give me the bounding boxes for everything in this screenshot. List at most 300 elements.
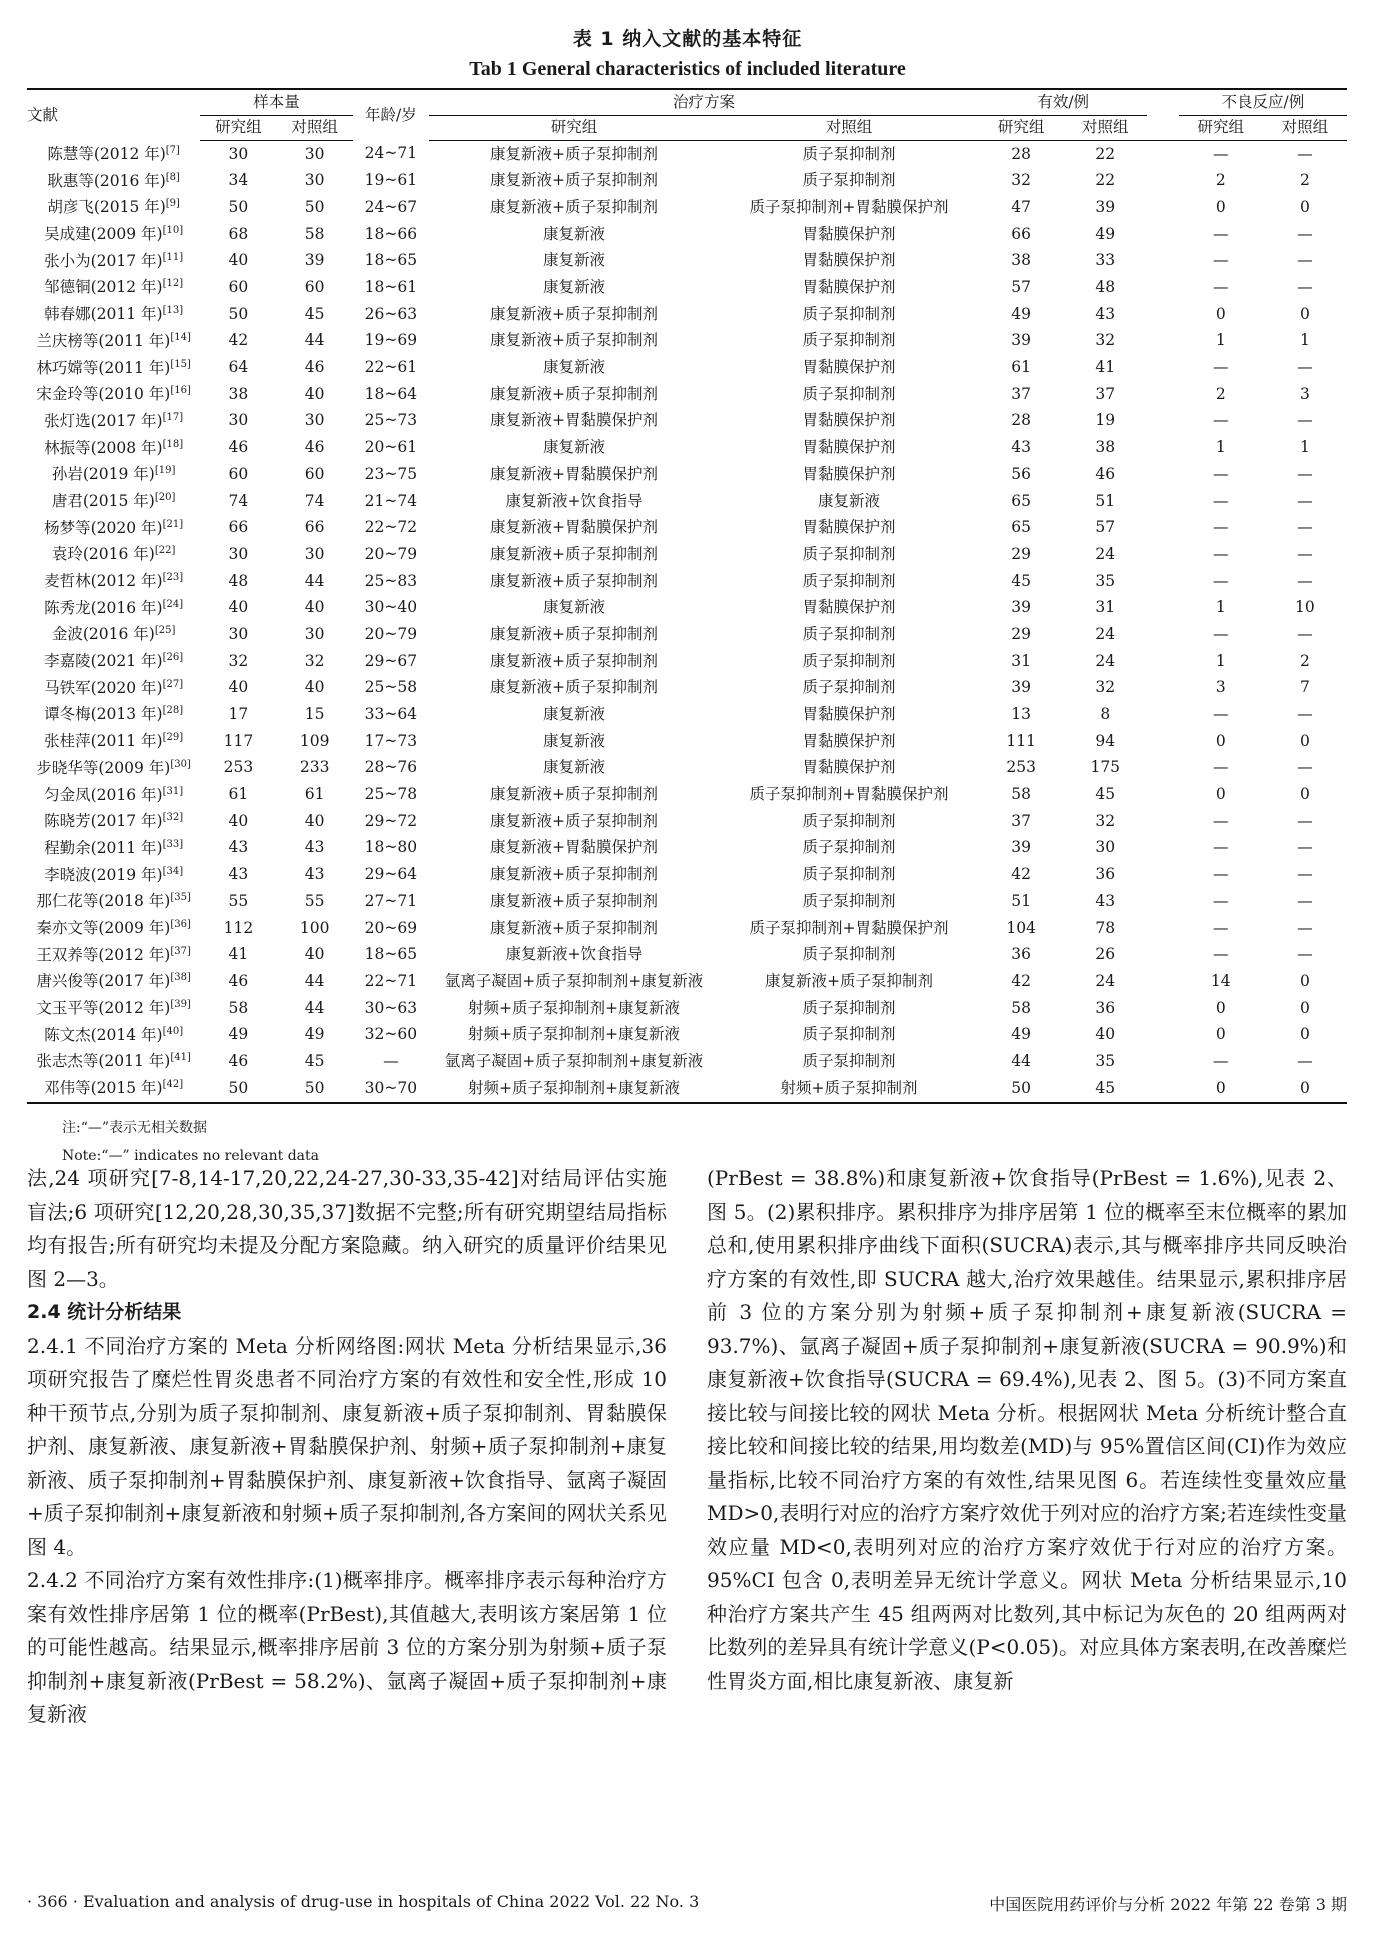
- citation-number: [14]: [170, 331, 191, 343]
- cell-age: 27~71: [364, 891, 418, 910]
- cell-sample-control: 30: [304, 544, 325, 563]
- cell-age: 19~61: [364, 171, 418, 190]
- cell-adverse-study: 2: [1215, 171, 1226, 190]
- cell-efficacy-control: 43: [1095, 304, 1116, 323]
- cell-efficacy-study: 39: [1011, 598, 1032, 617]
- cell-adverse-study: —: [1213, 758, 1229, 777]
- cell-sample-control: 45: [304, 1051, 325, 1070]
- cell-adverse-study: 1: [1215, 598, 1226, 617]
- cell-adverse-control: —: [1297, 518, 1313, 537]
- cell-sample-control: 40: [304, 598, 325, 617]
- cell-efficacy-control: 37: [1095, 384, 1116, 403]
- cell-sample-study: 61: [228, 785, 249, 804]
- table-row: [27, 968, 1347, 995]
- reference-text: 张志杰等(2011 年): [36, 1052, 171, 1071]
- cell-reference: [27, 995, 200, 1022]
- cell-spacer: [1147, 995, 1178, 1022]
- cell-sample-study: 48: [228, 571, 249, 590]
- cell-spacer: [1147, 408, 1178, 435]
- table-row: [27, 568, 1347, 595]
- cell-adverse-study: —: [1213, 251, 1229, 270]
- cell-efficacy-study: 253: [1006, 758, 1036, 777]
- cell-treatment-study: 康复新液+质子泵抑制剂: [489, 651, 658, 670]
- cell-sample-control: 74: [304, 491, 325, 510]
- table-row: [27, 728, 1347, 755]
- reference-text: 唐君(2015 年): [51, 492, 155, 511]
- cell-spacer: [1147, 648, 1178, 675]
- cell-efficacy-study: 61: [1011, 358, 1032, 377]
- cell-adverse-study: 1: [1215, 331, 1226, 350]
- cell-spacer: [1147, 274, 1178, 301]
- cell-sample-control: 30: [304, 144, 325, 163]
- cell-sample-study: 17: [228, 705, 249, 724]
- cell-sample-control: 60: [304, 278, 325, 297]
- cell-reference: [27, 968, 200, 995]
- table-row: [27, 328, 1347, 355]
- table-row: [27, 248, 1347, 275]
- reference-text: 宋金玲等(2010 年): [36, 385, 171, 404]
- cell-age: 22~72: [364, 518, 418, 537]
- cell-reference: [27, 942, 200, 969]
- cell-spacer: [1147, 221, 1178, 248]
- cell-treatment-study: 康复新液+饮食指导: [505, 491, 643, 510]
- cell-treatment-control: 质子泵抑制剂: [802, 651, 896, 670]
- cell-efficacy-study: 39: [1011, 331, 1032, 350]
- cell-efficacy-control: 38: [1095, 438, 1116, 457]
- cell-adverse-control: 0: [1299, 785, 1310, 804]
- cell-reference: [27, 194, 200, 221]
- cell-age: 24~71: [364, 144, 418, 163]
- cell-treatment-control: 胃黏膜保护剂: [802, 251, 896, 270]
- cell-efficacy-study: 51: [1011, 891, 1032, 910]
- cell-age: 18~65: [364, 945, 418, 964]
- citation-number: [11]: [162, 251, 184, 263]
- cell-adverse-control: —: [1297, 1051, 1313, 1070]
- cell-treatment-control: 质子泵抑制剂: [802, 891, 896, 910]
- reference-text: 麦哲林(2012 年): [44, 572, 163, 591]
- cell-reference: [27, 541, 200, 568]
- cell-age: 26~63: [364, 304, 418, 323]
- cell-reference: [27, 648, 200, 675]
- table-row: [27, 755, 1347, 782]
- cell-treatment-study: 康复新液+质子泵抑制剂: [489, 171, 658, 190]
- reference-text: 林振等(2008 年): [44, 438, 163, 457]
- cell-adverse-study: —: [1213, 544, 1229, 563]
- cell-sample-control: 39: [304, 251, 325, 270]
- cell-treatment-study: 康复新液+饮食指导: [505, 945, 643, 964]
- cell-treatment-study: 康复新液: [542, 598, 605, 617]
- cell-treatment-study: 康复新液+质子泵抑制剂: [489, 785, 658, 804]
- paragraph-2-4-2: 2.4.2 不同治疗方案有效性排序:(1)概率排序。概率排序表示每种治疗方案有效性排序居第 1 位的概率(PrBest),其值越大,表明该方案居第 1 位的可能性越高。结果显示,概率排序居前 3 位的方案分别为射频+质子泵抑制剂+康复新液(PrBest = 58.2%)、氩离子凝固+质子泵抑制剂+康复新液: [27, 1568, 667, 1726]
- cell-spacer: [1147, 328, 1178, 355]
- cell-treatment-study: 氩离子凝固+质子泵抑制剂+康复新液: [444, 1051, 704, 1070]
- cell-sample-study: 40: [228, 251, 249, 270]
- reference-text: 李晓波(2019 年): [44, 865, 163, 884]
- cell-adverse-control: 10: [1295, 598, 1315, 617]
- cell-sample-control: 46: [304, 358, 325, 377]
- cell-efficacy-control: 94: [1095, 731, 1116, 750]
- cell-treatment-control: 质子泵抑制剂: [802, 865, 896, 884]
- cell-treatment-study: 康复新液+质子泵抑制剂: [489, 918, 658, 937]
- citation-number: [15]: [170, 358, 191, 370]
- cell-age: 22~61: [364, 358, 418, 377]
- cell-efficacy-study: 13: [1011, 705, 1032, 724]
- cell-efficacy-control: 78: [1095, 918, 1116, 937]
- citation-number: [8]: [165, 171, 180, 183]
- cell-spacer: [1147, 355, 1178, 382]
- table-row: [27, 648, 1347, 675]
- cell-treatment-control: 质子泵抑制剂+胃黏膜保护剂: [749, 918, 949, 937]
- cell-sample-study: 60: [228, 464, 249, 483]
- table-row: [27, 701, 1347, 728]
- cell-treatment-control: 胃黏膜保护剂: [802, 224, 896, 243]
- cell-adverse-study: 14: [1210, 971, 1231, 990]
- cell-treatment-control: 胃黏膜保护剂: [802, 731, 896, 750]
- citation-number: [25]: [154, 625, 176, 637]
- cell-treatment-control: 胃黏膜保护剂: [802, 411, 896, 430]
- cell-reference: [27, 568, 200, 595]
- cell-reference: [27, 248, 200, 275]
- cell-efficacy-control: 43: [1095, 891, 1116, 910]
- cell-efficacy-control: 36: [1095, 865, 1116, 884]
- cell-treatment-control: 胃黏膜保护剂: [802, 598, 896, 617]
- cell-treatment-study: 氩离子凝固+质子泵抑制剂+康复新液: [444, 971, 704, 990]
- cell-reference: [27, 1075, 200, 1103]
- cell-age: 32~60: [364, 1025, 418, 1044]
- cell-treatment-study: 康复新液: [542, 358, 605, 377]
- cell-spacer: [1147, 248, 1178, 275]
- paragraph-ranking: (PrBest = 38.8%)和康复新液+饮食指导(PrBest = 1.6%),见表 2、图 5。(2)累积排序。累积排序为排序居第 1 位的概率至末位概率的累加总和,使用累积排序曲线下面积(SUCRA)表示,其与概率排序共同反映治疗方案的有效性,即 SUCRA 越大,治疗效果越佳。结果显示,累积排序居前 3 位的方案分别为射频+质子泵抑制剂+康复新液(SUCRA = 93.7%)、氩离子凝固+质子泵抑制剂+康复新液(SUCRA = 90.9%)和康复新液+饮食指导(SUCRA = 69.4%),见表 2、图 5。(3)不同方案直接比较与间接比较的网状 Meta 分析。根据网状 Meta 分析统计整合直接比较和间接比较的结果,用均数差(MD)与 95%置信区间(CI)作为效应量指标,比较不同治疗方案的有效性,结果见图 6。若连续性变量效应量 MD>0,表明行对应的治疗方案疗效优于列对应的治疗方案;若连续性变量效应量 MD<0,表明列对应的治疗方案疗效优于行对应的治疗方案。95%CI 包含 0,表明差异无统计学意义。网状 Meta 分析结果显示,10 种治疗方案共产生 45 组两两对比数列,其中标记为灰色的 20 组两两对比数列的差异具有统计学意义(P<0.05)。对应具体方案表明,在改善糜烂性胃炎方面,相比康复新液、康复新: [707, 1166, 1347, 1693]
- citation-number: [39]: [170, 999, 191, 1011]
- cell-efficacy-control: 22: [1095, 144, 1116, 163]
- cell-sample-control: 50: [277, 1075, 353, 1103]
- cell-adverse-study: —: [1213, 491, 1229, 510]
- cell-efficacy-control: 32: [1095, 331, 1116, 350]
- citation-number: [19]: [154, 465, 176, 477]
- cell-efficacy-study: 104: [1006, 918, 1036, 937]
- cell-efficacy-control: 8: [1100, 705, 1111, 724]
- cell-adverse-control: 2: [1299, 171, 1310, 190]
- cell-sample-control: 32: [304, 651, 325, 670]
- cell-treatment-control: 胃黏膜保护剂: [802, 758, 896, 777]
- cell-adverse-study: —: [1213, 705, 1229, 724]
- cell-treatment-study: 康复新液+质子泵抑制剂: [489, 678, 658, 697]
- cell-efficacy-study: 66: [1011, 224, 1032, 243]
- cell-adverse-study: —: [1213, 571, 1229, 590]
- table-row: [27, 381, 1347, 408]
- cell-age: 28~76: [364, 758, 418, 777]
- cell-adverse-control: —: [1297, 144, 1313, 163]
- reference-text: 王双养等(2012 年): [36, 945, 171, 964]
- table-row: [27, 408, 1347, 435]
- cell-sample-study: 50: [228, 197, 249, 216]
- cell-adverse-study: —: [1213, 838, 1229, 857]
- cell-sample-study: 40: [228, 811, 249, 830]
- cell-treatment-study: 射频+质子泵抑制剂+康复新液: [467, 1025, 680, 1044]
- cell-reference: [27, 1048, 200, 1075]
- citation-number: [31]: [162, 785, 184, 797]
- cell-efficacy-control: 31: [1095, 598, 1116, 617]
- table-row: [27, 355, 1347, 382]
- paragraph-2-4-1: 2.4.1 不同治疗方案的 Meta 分析网络图:网状 Meta 分析结果显示,36 项研究报告了糜烂性胃炎患者不同治疗方案的有效性和安全性,形成 10 种干预节点,分别为质子泵抑制剂、康复新液+质子泵抑制剂、胃黏膜保护剂、康复新液、康复新液+胃黏膜保护剂、射频+质子泵抑制剂+康复新液、质子泵抑制剂+胃黏膜保护剂、康复新液+饮食指导、氩离子凝固+质子泵抑制剂+康复新液和射频+质子泵抑制剂,各方案间的网状关系见图 4。: [27, 1333, 667, 1559]
- citation-number: [27]: [162, 678, 184, 690]
- cell-adverse-control: 0: [1299, 971, 1310, 990]
- cell-treatment-study: 康复新液+质子泵抑制剂: [489, 544, 658, 563]
- cell-efficacy-study: 65: [1011, 491, 1032, 510]
- table-row: [27, 835, 1347, 862]
- cell-adverse-control: —: [1297, 811, 1313, 830]
- cell-efficacy-study: 49: [1011, 1025, 1032, 1044]
- cell-treatment-study: 射频+质子泵抑制剂+康复新液: [429, 1075, 719, 1103]
- cell-sample-control: 45: [304, 304, 325, 323]
- cell-treatment-study: 康复新液+质子泵抑制剂: [489, 865, 658, 884]
- cell-reference: [27, 168, 200, 195]
- reference-text: 邹德铜(2012 年): [44, 278, 163, 297]
- reference-text: 程勤余(2011 年): [44, 839, 163, 858]
- cell-treatment-study: 康复新液: [542, 705, 605, 724]
- cell-sample-control: 58: [304, 224, 325, 243]
- header-sample-control: 对照组: [277, 116, 353, 141]
- cell-treatment-control: 质子泵抑制剂: [802, 544, 896, 563]
- citation-number: [29]: [162, 732, 184, 744]
- cell-reference: [27, 595, 200, 622]
- cell-sample-control: 44: [304, 571, 325, 590]
- cell-treatment-control: 康复新液+质子泵抑制剂: [765, 971, 933, 990]
- cell-treatment-study: 康复新液: [542, 251, 605, 270]
- cell-treatment-study: 康复新液+质子泵抑制剂: [489, 144, 658, 163]
- cell-efficacy-control: 45: [1063, 1075, 1147, 1103]
- citation-number: [41]: [170, 1052, 191, 1064]
- cell-spacer: [1147, 1048, 1178, 1075]
- cell-treatment-control: 胃黏膜保护剂: [802, 705, 896, 724]
- cell-treatment-study: 射频+质子泵抑制剂+康复新液: [467, 998, 680, 1017]
- reference-text: 谭冬梅(2013 年): [44, 705, 163, 724]
- cell-treatment-control: 质子泵抑制剂: [802, 945, 896, 964]
- reference-text: 张小为(2017 年): [44, 251, 163, 270]
- cell-efficacy-control: 57: [1095, 518, 1116, 537]
- table-row: [27, 461, 1347, 488]
- cell-sample-study: 30: [228, 144, 249, 163]
- cell-age: 18~66: [364, 224, 418, 243]
- cell-treatment-study: 康复新液+质子泵抑制剂: [489, 624, 658, 643]
- cell-reference: [27, 915, 200, 942]
- cell-sample-control: 109: [299, 731, 330, 750]
- citation-number: [22]: [154, 545, 176, 557]
- cell-age: —: [383, 1051, 399, 1070]
- cell-efficacy-study: 58: [1011, 998, 1032, 1017]
- cell-spacer: [1147, 915, 1178, 942]
- cell-reference: [27, 221, 200, 248]
- cell-reference: [27, 728, 200, 755]
- cell-efficacy-control: 40: [1095, 1025, 1116, 1044]
- citation-number: [33]: [162, 838, 184, 850]
- cell-sample-control: 60: [304, 464, 325, 483]
- table-row: [27, 1022, 1347, 1049]
- cell-efficacy-study: 37: [1011, 384, 1032, 403]
- cell-treatment-control: 质子泵抑制剂+胃黏膜保护剂: [749, 197, 949, 216]
- cell-adverse-study: 1: [1215, 438, 1226, 457]
- cell-adverse-study: —: [1213, 624, 1229, 643]
- cell-adverse-control: —: [1297, 945, 1313, 964]
- reference-text: 马铁军(2020 年): [44, 678, 163, 697]
- table-row: [27, 915, 1347, 942]
- table-row: [27, 274, 1347, 301]
- cell-efficacy-control: 36: [1095, 998, 1116, 1017]
- cell-age: 25~78: [364, 785, 418, 804]
- cell-adverse-control: —: [1297, 891, 1313, 910]
- header-sample-study: 研究组: [200, 116, 276, 141]
- cell-sample-control: 40: [304, 678, 325, 697]
- cell-spacer: [1147, 168, 1178, 195]
- cell-spacer: [1147, 942, 1178, 969]
- cell-efficacy-study: 50: [979, 1075, 1063, 1103]
- cell-sample-study: 30: [228, 544, 249, 563]
- citation-number: [9]: [165, 198, 180, 210]
- cell-efficacy-study: 29: [1011, 544, 1032, 563]
- table-row: [27, 888, 1347, 915]
- cell-reference: [27, 408, 200, 435]
- cell-sample-control: 44: [304, 971, 325, 990]
- cell-adverse-study: —: [1213, 811, 1229, 830]
- cell-adverse-study: 0: [1215, 304, 1226, 323]
- footer-left: · 366 · Evaluation and analysis of drug-use in hospitals of China 2022 Vol. 22 No. 3: [27, 1892, 700, 1911]
- cell-efficacy-control: 33: [1095, 251, 1116, 270]
- cell-treatment-control: 质子泵抑制剂: [802, 144, 896, 163]
- citation-number: [26]: [162, 652, 184, 664]
- cell-treatment-control: 质子泵抑制剂: [802, 624, 896, 643]
- reference-text: 唐兴俊等(2017 年): [36, 972, 171, 991]
- cell-adverse-control: 0: [1299, 197, 1310, 216]
- cell-sample-control: 49: [304, 1025, 325, 1044]
- table-row: [27, 995, 1347, 1022]
- cell-age: 30~70: [353, 1075, 429, 1103]
- reference-text: 陈秀龙(2016 年): [44, 598, 163, 617]
- cell-efficacy-control: 49: [1095, 224, 1116, 243]
- cell-treatment-control: 胃黏膜保护剂: [802, 438, 896, 457]
- cell-sample-control: 55: [304, 891, 325, 910]
- reference-text: 那仁花等(2018 年): [36, 892, 171, 911]
- cell-age: 29~64: [364, 865, 418, 884]
- table-row: [27, 141, 1347, 168]
- cell-spacer: [1147, 755, 1178, 782]
- citation-number: [20]: [154, 491, 176, 503]
- cell-efficacy-study: 29: [1011, 624, 1032, 643]
- cell-sample-control: 43: [304, 865, 325, 884]
- table-row: [27, 301, 1347, 328]
- table-row: [27, 1048, 1347, 1075]
- cell-reference: [27, 328, 200, 355]
- table-row: [27, 595, 1347, 622]
- cell-treatment-study: 康复新液: [542, 758, 605, 777]
- cell-adverse-control: 2: [1299, 651, 1310, 670]
- table-row: [27, 541, 1347, 568]
- cell-spacer: [1147, 1075, 1178, 1103]
- cell-treatment-study: 康复新液+胃黏膜保护剂: [489, 464, 658, 483]
- reference-text: 金波(2016 年): [51, 625, 155, 644]
- citation-number: [32]: [162, 812, 184, 824]
- cell-sample-control: 40: [304, 384, 325, 403]
- citation-number: [13]: [162, 305, 184, 317]
- cell-reference: [27, 755, 200, 782]
- cell-spacer: [1147, 888, 1178, 915]
- cell-sample-study: 43: [228, 838, 249, 857]
- cell-treatment-control: 质子泵抑制剂: [802, 331, 896, 350]
- reference-text: 胡彦飞(2015 年): [47, 198, 166, 217]
- cell-efficacy-control: 32: [1095, 811, 1116, 830]
- cell-age: 24~67: [364, 197, 418, 216]
- cell-treatment-study: 康复新液+胃黏膜保护剂: [489, 411, 658, 430]
- cell-sample-study: 46: [228, 971, 249, 990]
- cell-reference: [27, 141, 200, 168]
- cell-age: 18~80: [364, 838, 418, 857]
- cell-adverse-control: —: [1297, 918, 1313, 937]
- cell-treatment-control: 质子泵抑制剂: [802, 304, 896, 323]
- table-row: [27, 942, 1347, 969]
- cell-treatment-control: 胃黏膜保护剂: [802, 358, 896, 377]
- cell-adverse-study: —: [1213, 464, 1229, 483]
- reference-text: 陈晓芳(2017 年): [44, 812, 163, 831]
- cell-spacer: [1147, 1022, 1178, 1049]
- cell-efficacy-study: 58: [1011, 785, 1032, 804]
- cell-age: 18~61: [364, 278, 418, 297]
- cell-efficacy-study: 39: [1011, 678, 1032, 697]
- cell-treatment-study: 康复新液+质子泵抑制剂: [489, 571, 658, 590]
- cell-treatment-control: 质子泵抑制剂: [802, 384, 896, 403]
- cell-adverse-control: 1: [1299, 331, 1310, 350]
- cell-age: 29~67: [364, 651, 418, 670]
- cell-spacer: [1147, 595, 1178, 622]
- cell-spacer: [1147, 968, 1178, 995]
- table-row: [27, 782, 1347, 809]
- cell-adverse-study: 3: [1215, 678, 1226, 697]
- cell-age: 33~64: [364, 705, 418, 724]
- cell-spacer: [1147, 701, 1178, 728]
- cell-treatment-control: 质子泵抑制剂: [802, 171, 896, 190]
- cell-efficacy-control: 19: [1095, 411, 1116, 430]
- cell-efficacy-control: 35: [1095, 1051, 1116, 1070]
- cell-age: 18~64: [364, 384, 418, 403]
- cell-age: 30~63: [364, 998, 418, 1017]
- cell-age: 25~58: [364, 678, 418, 697]
- cell-sample-control: 30: [304, 624, 325, 643]
- cell-adverse-control: 3: [1299, 384, 1310, 403]
- cell-adverse-control: —: [1297, 464, 1313, 483]
- cell-reference: [27, 461, 200, 488]
- cell-treatment-study: 康复新液+质子泵抑制剂: [489, 331, 658, 350]
- cell-spacer: [1147, 621, 1178, 648]
- cell-adverse-study: 0: [1179, 1075, 1263, 1103]
- right-column: [707, 1162, 1347, 1698]
- cell-efficacy-study: 28: [1011, 411, 1032, 430]
- cell-efficacy-study: 38: [1011, 251, 1032, 270]
- note-en: Note:“—” indicates no relevant data: [62, 1148, 320, 1164]
- cell-adverse-study: —: [1213, 224, 1229, 243]
- cell-adverse-control: —: [1297, 624, 1313, 643]
- table-row: [27, 808, 1347, 835]
- cell-efficacy-control: 30: [1095, 838, 1116, 857]
- reference-text: 秦亦文等(2009 年): [36, 919, 171, 938]
- cell-treatment-study: 康复新液+胃黏膜保护剂: [489, 838, 658, 857]
- cell-adverse-study: —: [1213, 358, 1229, 377]
- cell-treatment-study: 康复新液: [542, 224, 605, 243]
- header-ref: 文献: [27, 105, 59, 124]
- reference-text: 张桂萍(2011 年): [44, 732, 163, 751]
- cell-adverse-study: 0: [1215, 785, 1226, 804]
- cell-adverse-study: 2: [1215, 384, 1226, 403]
- table-row: [27, 435, 1347, 462]
- citation-number: [17]: [162, 411, 184, 423]
- cell-adverse-control: 0: [1299, 731, 1310, 750]
